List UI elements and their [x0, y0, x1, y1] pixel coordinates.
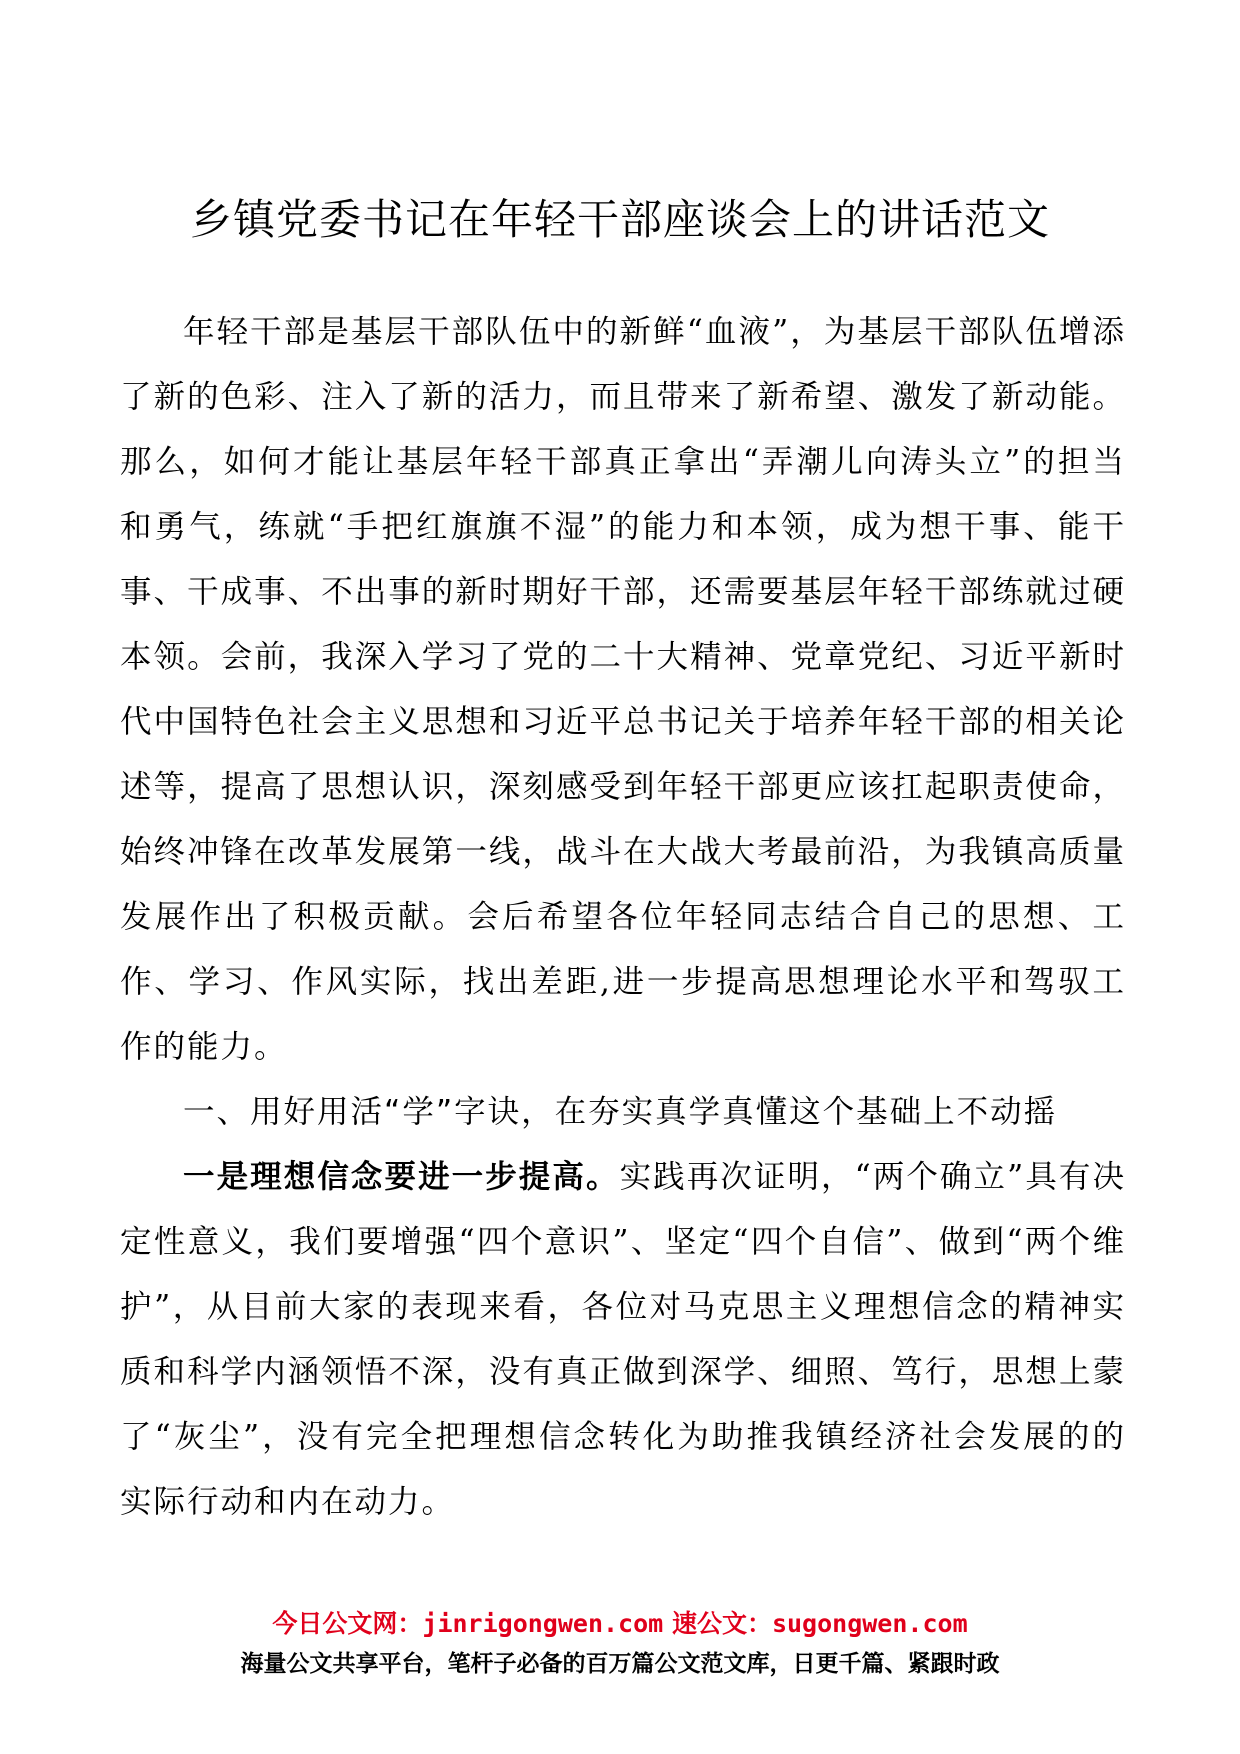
site1-domain-link[interactable]: jinrigongwen.com: [422, 1609, 664, 1638]
footer-slogan: 海量公文共享平台，笔杆子必备的百万篇公文范文库，日更千篇、紧跟时政: [240, 1651, 1000, 1677]
point-1-text: 实践再次证明，“两个确立”具有决定性意义，我们要增强“四个意识”、坚定“四个自信”、做到“两个维护”，从目前大家的表现来看，各位对马克思主义理想信念的精神实质和科学内涵领悟不深，没有真正做到深学、细照、笃行，思想上蒙了“灰尘”，没有完全把理想信念转化为助推我镇经济社会发展的的实际行动和内在动力。: [120, 1159, 1126, 1520]
document-title: 乡镇党委书记在年轻干部座谈会上的讲话范文: [189, 195, 1050, 244]
footer-sites: [0, 1606, 1240, 1642]
site2-name: 速公文：: [671, 1609, 772, 1638]
point-1-paragraph: [120, 1145, 1126, 1535]
point-1-lead: 一是理想信念要进一步提高。: [183, 1159, 620, 1195]
site2-domain-link[interactable]: sugongwen.com: [771, 1609, 968, 1638]
document-body: [120, 300, 1126, 1535]
site1-name: 今日公文网：: [272, 1609, 423, 1638]
section-heading-1: 一、用好用活“学”字诀，在夯实真学真懂这个基础上不动摇: [183, 1094, 1058, 1130]
watermark-footer: [0, 1606, 1240, 1682]
intro-paragraph: 年轻干部是基层干部队伍中的新鲜“血液”，为基层干部队伍增添了新的色彩、注入了新的活力，而且带来了新希望、激发了新动能。那么，如何才能让基层年轻干部真正拿出“弄潮儿向涛头立”的担当和勇气，练就“手把红旗旗不湿”的能力和本领，成为想干事、能干事、干成事、不出事的新时期好干部，还需要基层年轻干部练就过硬本领。会前，我深入学习了党的二十大精神、党章党纪、习近平新时代中国特色社会主义思想和习近平总书记关于培养年轻干部的相关论述等，提高了思想认识，深刻感受到年轻干部更应该扛起职责使命，始终冲锋在改革发展第一线，战斗在大战大考最前沿，为我镇高质量发展作出了积极贡献。会后希望各位年轻同志结合自己的思想、工作、学习、作风实际，找出差距,进一步提高思想理论水平和驾驭工作的能力。: [120, 314, 1126, 1065]
